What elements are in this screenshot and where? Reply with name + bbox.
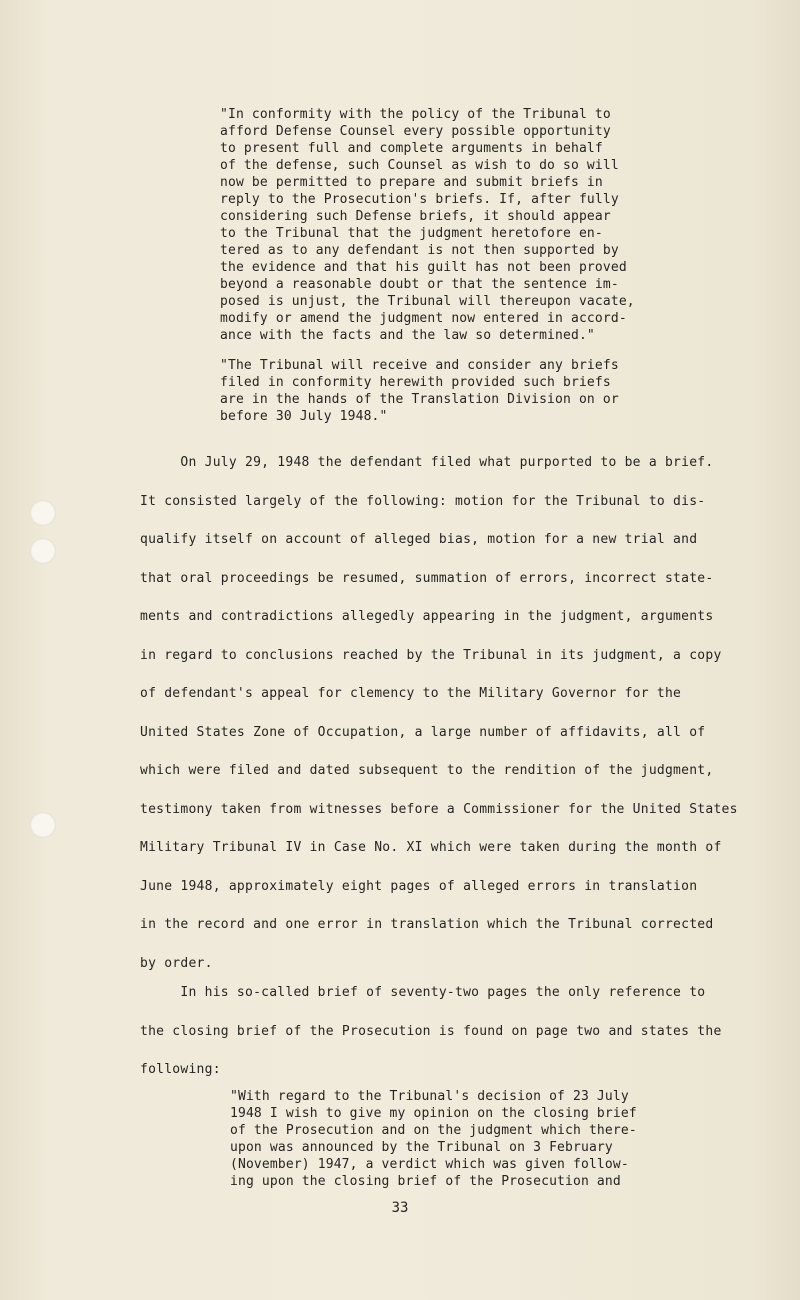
text-line: upon was announced by the Tribunal on 3 February bbox=[230, 1140, 613, 1155]
punch-hole bbox=[30, 500, 56, 526]
quoted-defendant-brief bbox=[230, 1088, 637, 1190]
text-line: tered as to any defendant is not then supported by bbox=[220, 243, 619, 258]
text-line: posed is unjust, the Tribunal will thereupon vacate, bbox=[220, 294, 635, 309]
text-line: in regard to conclusions reached by the Tribunal in its judgment, a copy bbox=[140, 647, 722, 663]
page-number: 33 bbox=[391, 1200, 409, 1216]
text-line: the evidence and that his guilt has not been proved bbox=[220, 260, 627, 275]
text-line: are in the hands of the Translation Division on or bbox=[220, 392, 619, 407]
text-line: to the Tribunal that the judgment heretofore en- bbox=[220, 226, 603, 241]
text-line: reply to the Prosecution's briefs. If, after fully bbox=[220, 192, 619, 207]
text-line: by order. bbox=[140, 955, 213, 971]
text-line: On July 29, 1948 the defendant filed what purported to be a brief. bbox=[140, 455, 714, 470]
text-line: before 30 July 1948." bbox=[220, 409, 388, 424]
text-line: the closing brief of the Prosecution is found on page two and states the bbox=[140, 1023, 722, 1039]
text-line: of defendant's appeal for clemency to the Military Governor for the bbox=[140, 686, 682, 701]
body-paragraph-reference bbox=[140, 974, 722, 1090]
text-line: In his so-called brief of seventy-two pages the only reference to bbox=[140, 985, 706, 1000]
text-line: (November) 1947, a verdict which was given follow- bbox=[230, 1157, 629, 1172]
text-line: which were filed and dated subsequent to the rendition of the judgment, bbox=[140, 763, 714, 778]
text-line: ing upon the closing brief of the Prosecution and bbox=[230, 1174, 621, 1189]
text-line: in the record and one error in translation which the Tribunal corrected bbox=[140, 917, 714, 932]
text-line: filed in conformity herewith provided such briefs bbox=[220, 375, 611, 390]
text-line: qualify itself on account of alleged bias, motion for a new trial and bbox=[140, 532, 698, 547]
quoted-order-block bbox=[220, 106, 635, 344]
text-line: ments and contradictions allegedly appearing in the judgment, arguments bbox=[140, 609, 714, 624]
text-line: that oral proceedings be resumed, summation of errors, incorrect state- bbox=[140, 570, 714, 586]
text-line: now be permitted to prepare and submit briefs in bbox=[220, 175, 603, 190]
text-line: testimony taken from witnesses before a Commissioner for the United States bbox=[140, 801, 738, 817]
text-line: It consisted largely of the following: motion for the Tribunal to dis- bbox=[140, 493, 706, 509]
text-line: modify or amend the judgment now entered in accord- bbox=[220, 311, 627, 326]
text-line: considering such Defense briefs, it should appear bbox=[220, 209, 611, 224]
text-line: "In conformity with the policy of the Tribunal to bbox=[220, 107, 611, 122]
punch-hole bbox=[30, 538, 56, 564]
punch-hole bbox=[30, 812, 56, 838]
text-line: beyond a reasonable doubt or that the sentence im- bbox=[220, 277, 619, 292]
text-line: June 1948, approximately eight pages of alleged errors in translation bbox=[140, 878, 698, 894]
text-line: "The Tribunal will receive and consider any briefs bbox=[220, 358, 619, 373]
text-line: Military Tribunal IV in Case No. XI which were taken during the month of bbox=[140, 840, 722, 855]
text-line: ance with the facts and the law so determined." bbox=[220, 328, 595, 343]
text-line: to present full and complete arguments in behalf bbox=[220, 141, 603, 156]
text-line: United States Zone of Occupation, a large number of affidavits, all of bbox=[140, 724, 706, 740]
text-line: of the defense, such Counsel as wish to do so will bbox=[220, 158, 619, 173]
body-paragraph-brief bbox=[140, 444, 738, 983]
quoted-deadline-block bbox=[220, 357, 619, 425]
text-line: following: bbox=[140, 1062, 221, 1077]
text-line: "With regard to the Tribunal's decision of 23 July bbox=[230, 1089, 629, 1104]
text-line: of the Prosecution and on the judgment which there- bbox=[230, 1123, 637, 1138]
text-line: 1948 I wish to give my opinion on the closing brief bbox=[230, 1106, 637, 1121]
text-line: afford Defense Counsel every possible opportunity bbox=[220, 124, 611, 139]
